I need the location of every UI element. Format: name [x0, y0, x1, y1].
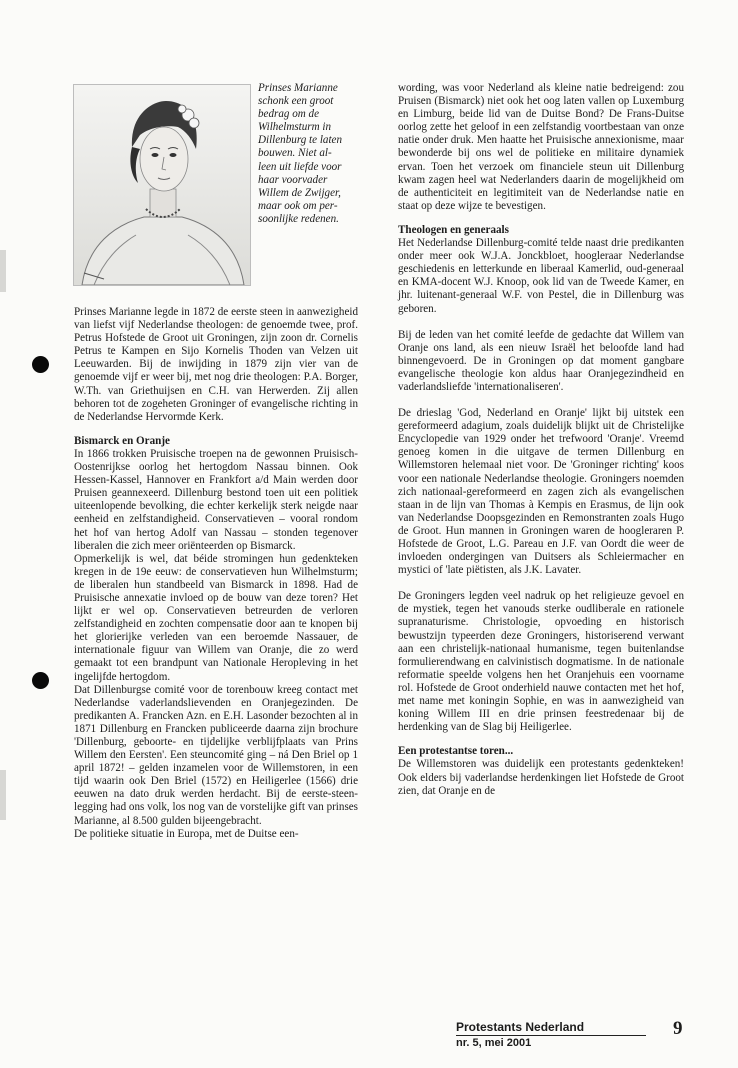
caption-line: bedrag om de	[258, 108, 320, 121]
portrait-image	[73, 84, 251, 286]
paragraph: wording, was voor Nederland als kleine natie bedreigend: zou Pruisen (Bismarck) niet ook het oog laten vallen op Luxemburg en Limburg, beide lid van de Duitse Bond? De Frans-Duitse oorlog zette het geloof in een zelfstandig voortbestaan van onze natie onder druk. Men haatte het Pruisische annexionisme, maar bewonderde bij ons wel de politieke en militaire dynamiek ervan. Toen het verzoek om financiele steun uit Dillenburg kwam zagen heel wat Nederlanders daarin de mogelijkheid om de authenticiteit en legitimiteit van de Nederlandse natie en staat op deze wijze te bevestigen.	[398, 82, 684, 212]
caption-line: schonk een groot	[258, 95, 334, 108]
section-heading: Theologen en generaals	[398, 223, 509, 236]
paragraph: De Willemstoren was duidelijk een protestants gedenkteken! Ook elders bij vaderlandse herdenkingen liet Hofstede de Groot zien, dat Oranje en de	[398, 758, 684, 797]
issue-info: nr. 5, mei 2001	[456, 1037, 532, 1049]
caption-line: Dillenburg te laten	[258, 134, 343, 147]
caption-line: soonlijke redenen.	[258, 212, 339, 225]
paragraph: Prinses Marianne legde in 1872 de eerste steen in aanwezigheid van liefst vijf Nederlandse theologen: de genoemde twee, prof. Petrus Hofstede de Groot uit Groningen, zijn zoon dr. Cornelis Petrus te Kampen en Sijo Kornelis Thoden van Velzen uit Leeuwarden. Bij de inwijding in 1879 zijn vier van de genoemde vijf er weer bij, met nog drie theologen: P.A. Borger, W.Th. van Griethuijsen en C.H. van Herwerden. Zij allen behoren tot de zogeheten Groninger of evangelische richting in de Nederlandse Hervormde Kerk.	[74, 306, 358, 423]
section-heading: Een protestantse toren...	[398, 745, 514, 758]
paragraph: De drieslag 'God, Nederland en Oranje' lijkt bij uitstek een gereformeerd adagium, zoals duidelijk blijkt uit de Christelijke Encyclopedie van 1929 onder het trefwoord 'Oranje'. Vreemd genoeg komen in die uitgave de termen Dillenburg en Willemstoren helemaal niet voor. De 'Groninger richting' koos voor een nationale Nederlandse theologie. Groningers noemden zich nationaal-gereformeerd en zagen zich als evangelischen staan in de lijn van Thomas à Kempis en Erasmus, de lijn ook van Nederlandse Doopsgezinden en Remonstranten zoals Hugo de Groot. Hun mannen in Groningen waren de hoogleraren P. Hofstede de Groot, L.G. Pareau en J.F. van Oordt die weer de invloeden ondergingen van Duitsers als Schleiermacher en mystici of 'late piëtisten, als J.K. Lavater.	[398, 407, 684, 577]
paragraph: Opmerkelijk is wel, dat béide stromingen hun gedenkteken kregen in de 19e eeuw: de conservatieven hun Wilhelmsturm; de liberalen hun standbeeld van Bismarck in 1898. Had de Pruisische annexatie invloed op de bouw van deze toren? Het lijkt er wel op. Conservatieven betreurden de verloren zelfstandigheid en zochten compensatie door aan te knopen bij het glorierijke verleden van een beroemde Nassauer, de internationale figuur van Willem van Oranje, die zo werd gemaakt tot een brandpunt van Nationale Heropleving in het ingelijfde hertogdom.	[74, 552, 358, 683]
image-caption	[258, 82, 363, 226]
paragraph: Het Nederlandse Dillenburg-comité telde naast drie predikanten onder meer ook W.J.A. Jonckbloet, hoogleraar Nederlandse geschiedenis en letterkunde en liberaal Kamerlid, oud-generaal en KMA-docent W.J. Knoop, ook lid van de Tweede Kamer, en jhr. luitenant-generaal W.F. von Pestel, die in Dillenburg was geboren.	[398, 237, 684, 315]
scan-edge-mark	[0, 250, 6, 292]
caption-line: leen uit liefde voor	[258, 160, 342, 173]
footer-divider	[456, 1035, 646, 1036]
page-number: 9	[673, 1018, 683, 1039]
paragraph: In 1866 trokken Pruisische troepen na de gewonnen Pruisisch-Oostenrijkse oorlog het hertogdom Nassau binnen. Ook Hessen-Kassel, Hannover en Frankfort a/d Main werden door Pruisen geannexeerd. Dillenburg bestond toen uit een politiek uiteenlopende bevolking, die echter kerkelijk sterk neigde naar eenheid en zelfstandigheid. Conservatieven – vooral rondom het hof van hertog Adolf van Nassau – stonden tegenover liberalen die zich meer oriënteerden op Bismarck.	[74, 447, 358, 552]
right-column	[398, 82, 684, 798]
caption-line: Wilhelmsturm in	[258, 121, 332, 134]
binder-hole	[32, 356, 49, 373]
paragraph: De politieke situatie in Europa, met de Duitse een-	[74, 827, 299, 840]
section-heading: Bismarck en Oranje	[74, 434, 170, 447]
caption-line: Prinses Marianne	[258, 82, 338, 94]
binder-hole	[32, 672, 49, 689]
caption-line: Willem de Zwijger,	[258, 186, 341, 199]
paragraph: Bij de leden van het comité leefde de gedachte dat Willem van Oranje ons land, als een nieuw Israël het beloofde land had binnengevoerd. De in Groningen op dat moment gangbare evangelische theologie kon aldus haar Oranjegezindheid en vaderlandsliefde 'internationaliseren'.	[398, 328, 684, 393]
scan-edge-mark	[0, 770, 6, 820]
caption-line: haar voorvader	[258, 173, 328, 186]
paragraph: Dat Dillenburgse comité voor de torenbouw kreeg contact met Nederlandse vaderlandslievenden en Oranjegezinden. De predikanten A. Francken Azn. en E.H. Lasonder bezochten al in 1871 Dillenburg en Francken publiceerde daarna zijn brochure 'Dillenburg, geboorte- en tijdelijke verblijfplaats van Prins Willem den Eersten'. Een steuncomité ging – ná Den Briel op 1 april 1872! – gelden inzamelen voor de Willemstoren, in een tijd waarin ook Den Briel (1572) en Heiligerlee (1566) drie eeuwen na dato druk werden herdacht. Bij de eerste-steen-legging had ons volk, los nog van de vorstelijke gift van prinses Marianne, al 8.500 gulden bijeengebracht.	[74, 683, 358, 827]
portrait-illustration	[74, 85, 250, 285]
left-column	[74, 306, 358, 841]
paragraph: De Groningers legden veel nadruk op het religieuze gevoel en de mystiek, tegen het vanouds sterke oudliberale en rationele supranaturisme. Christologie, opvoeding en historisch bewustzijn typeerden deze Groningers, historiserend verwant aan een christelijk-nationaal humanisme, tegen buitenlandse formulierendwang en calvinistisch dogmatisme. In de nationale reformatie speelde volgens hen het Oranjehuis een voorname rol. Hofstede de Groot onderhield nauwe contacten met het hof, met name met koningin Sophie, en was in aanwezigheid van koning Willem III en drie prinsen feestredenaar bij de herdenking van de Slag bij Heiligerlee.	[398, 590, 684, 734]
caption-line: bouwen. Niet al-	[258, 147, 332, 160]
caption-line: maar ook om per-	[258, 199, 338, 212]
magazine-title: Protestants Nederland	[456, 1020, 585, 1034]
